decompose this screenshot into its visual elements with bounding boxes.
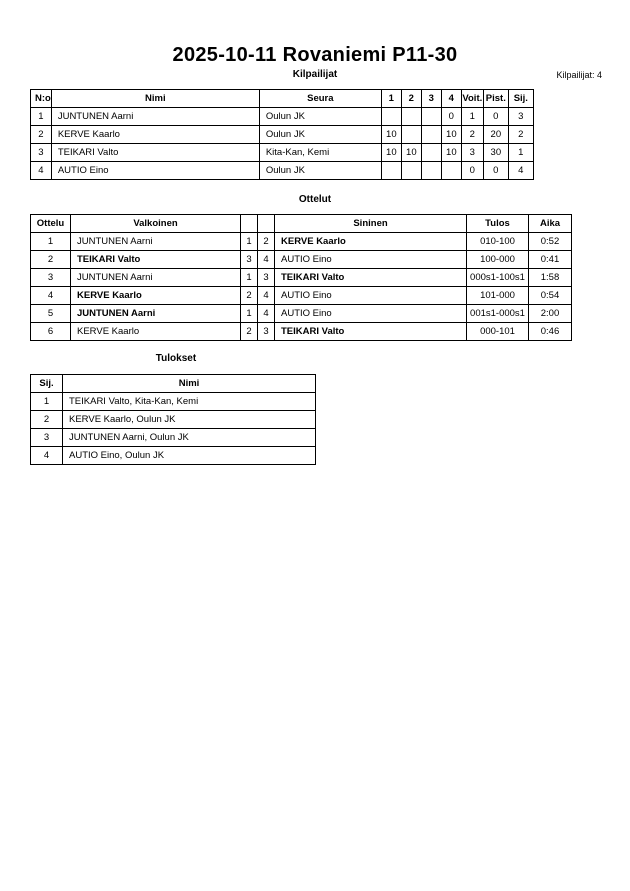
matches-heading: Ottelut (298, 194, 332, 205)
competitor-wins: 0 (461, 162, 483, 180)
match-no: 2 (31, 251, 71, 269)
match-result: 000s1-100s1 (467, 269, 529, 287)
column-header-club: Seura (259, 90, 381, 108)
match-no: 4 (31, 287, 71, 305)
column-header-result: Tulos (467, 215, 529, 233)
result-name: JUNTUNEN Aarni, Oulun JK (63, 429, 316, 447)
table-row (31, 393, 316, 411)
result-name: TEIKARI Valto, Kita-Kan, Kemi (63, 393, 316, 411)
competitor-r3 (421, 144, 441, 162)
result-position: 1 (31, 393, 63, 411)
table-header-row (31, 90, 534, 108)
column-header-time: Aika (529, 215, 572, 233)
match-blue: TEIKARI Valto (275, 323, 467, 341)
table-row (31, 251, 572, 269)
result-name: AUTIO Eino, Oulun JK (63, 447, 316, 465)
competitor-rank: 2 (508, 126, 533, 144)
match-white: JUNTUNEN Aarni (71, 305, 241, 323)
match-no: 6 (31, 323, 71, 341)
competitor-r3 (421, 126, 441, 144)
column-header-white: Valkoinen (71, 215, 241, 233)
match-blue: AUTIO Eino (275, 287, 467, 305)
competitor-r3 (421, 108, 441, 126)
competitor-rank: 1 (508, 144, 533, 162)
column-header-blue: Sininen (275, 215, 467, 233)
competitor-name: JUNTUNEN Aarni (51, 108, 259, 126)
column-header-r4: 4 (441, 90, 461, 108)
competitor-club: Oulun JK (259, 126, 381, 144)
match-result: 100-000 (467, 251, 529, 269)
match-sc2: 4 (258, 251, 275, 269)
competitor-no: 3 (31, 144, 52, 162)
match-sc1: 1 (241, 269, 258, 287)
match-sc2: 4 (258, 305, 275, 323)
competitor-no: 1 (31, 108, 52, 126)
match-time: 0:46 (529, 323, 572, 341)
matches-table (30, 214, 572, 341)
competitor-r4: 10 (441, 126, 461, 144)
match-no: 3 (31, 269, 71, 287)
result-position: 3 (31, 429, 63, 447)
competitor-rank: 4 (508, 162, 533, 180)
match-sc1: 2 (241, 287, 258, 305)
match-time: 0:54 (529, 287, 572, 305)
competitor-wins: 1 (461, 108, 483, 126)
results-heading: Tulokset (155, 353, 197, 364)
match-sc2: 4 (258, 287, 275, 305)
match-sc2: 3 (258, 323, 275, 341)
match-no: 1 (31, 233, 71, 251)
competitor-r1 (381, 162, 401, 180)
column-header-sc1 (241, 215, 258, 233)
match-result: 101-000 (467, 287, 529, 305)
table-row (31, 144, 534, 162)
match-white: KERVE Kaarlo (71, 323, 241, 341)
competitor-club: Oulun JK (259, 108, 381, 126)
table-row (31, 233, 572, 251)
column-header-match-no: Ottelu (31, 215, 71, 233)
competitor-r1 (381, 108, 401, 126)
match-time: 1:58 (529, 269, 572, 287)
competitor-r4: 0 (441, 108, 461, 126)
competitor-r2 (401, 162, 421, 180)
match-result: 010-100 (467, 233, 529, 251)
match-sc1: 3 (241, 251, 258, 269)
match-white: JUNTUNEN Aarni (71, 233, 241, 251)
competitor-points: 20 (483, 126, 508, 144)
table-row (31, 162, 534, 180)
match-blue: AUTIO Eino (275, 305, 467, 323)
table-header-row (31, 215, 572, 233)
results-table (30, 374, 316, 465)
competitor-points: 0 (483, 162, 508, 180)
table-row (31, 269, 572, 287)
competitor-r1: 10 (381, 144, 401, 162)
competitor-name: TEIKARI Valto (51, 144, 259, 162)
competitor-club: Oulun JK (259, 162, 381, 180)
competitors-heading: Kilpailijat (292, 69, 338, 80)
competitor-name: KERVE Kaarlo (51, 126, 259, 144)
match-blue: AUTIO Eino (275, 251, 467, 269)
competitor-r2: 10 (401, 144, 421, 162)
competitor-no: 2 (31, 126, 52, 144)
table-row (31, 287, 572, 305)
column-header-sc2 (258, 215, 275, 233)
column-header-r3: 3 (421, 90, 441, 108)
table-row (31, 305, 572, 323)
table-header-row (31, 375, 316, 393)
match-white: TEIKARI Valto (71, 251, 241, 269)
competitor-name: AUTIO Eino (51, 162, 259, 180)
competitor-wins: 3 (461, 144, 483, 162)
column-header-position: Sij. (31, 375, 63, 393)
match-sc2: 3 (258, 269, 275, 287)
result-position: 2 (31, 411, 63, 429)
page-title: 2025-10-11 Rovaniemi P11-30 (172, 44, 458, 66)
table-row (31, 411, 316, 429)
table-row (31, 429, 316, 447)
match-result: 000-101 (467, 323, 529, 341)
table-row (31, 126, 534, 144)
match-blue: TEIKARI Valto (275, 269, 467, 287)
result-position: 4 (31, 447, 63, 465)
column-header-name: Nimi (63, 375, 316, 393)
match-white: JUNTUNEN Aarni (71, 269, 241, 287)
column-header-r1: 1 (381, 90, 401, 108)
competitor-r4 (441, 162, 461, 180)
competitor-r1: 10 (381, 126, 401, 144)
competitor-no: 4 (31, 162, 52, 180)
match-sc2: 2 (258, 233, 275, 251)
table-row (31, 323, 572, 341)
column-header-r2: 2 (401, 90, 421, 108)
competitor-wins: 2 (461, 126, 483, 144)
match-result: 001s1-000s1 (467, 305, 529, 323)
match-blue: KERVE Kaarlo (275, 233, 467, 251)
match-sc1: 1 (241, 233, 258, 251)
column-header-rank: Sij. (508, 90, 533, 108)
competitor-r2 (401, 126, 421, 144)
column-header-wins: Voit. (461, 90, 483, 108)
competitors-table (30, 89, 534, 180)
match-time: 0:52 (529, 233, 572, 251)
match-time: 2:00 (529, 305, 572, 323)
competitor-points: 0 (483, 108, 508, 126)
column-header-points: Pist. (483, 90, 508, 108)
competitor-r2 (401, 108, 421, 126)
competitor-r3 (421, 162, 441, 180)
table-row (31, 447, 316, 465)
match-white: KERVE Kaarlo (71, 287, 241, 305)
match-time: 0:41 (529, 251, 572, 269)
match-sc1: 2 (241, 323, 258, 341)
match-no: 5 (31, 305, 71, 323)
column-header-name: Nimi (51, 90, 259, 108)
competitor-rank: 3 (508, 108, 533, 126)
competitor-count-note: Kilpailijat: 4 (556, 70, 602, 80)
result-name: KERVE Kaarlo, Oulun JK (63, 411, 316, 429)
match-sc1: 1 (241, 305, 258, 323)
competitor-r4: 10 (441, 144, 461, 162)
table-row (31, 108, 534, 126)
column-header-no: N:o (31, 90, 52, 108)
competitor-points: 30 (483, 144, 508, 162)
competitor-club: Kita-Kan, Kemi (259, 144, 381, 162)
